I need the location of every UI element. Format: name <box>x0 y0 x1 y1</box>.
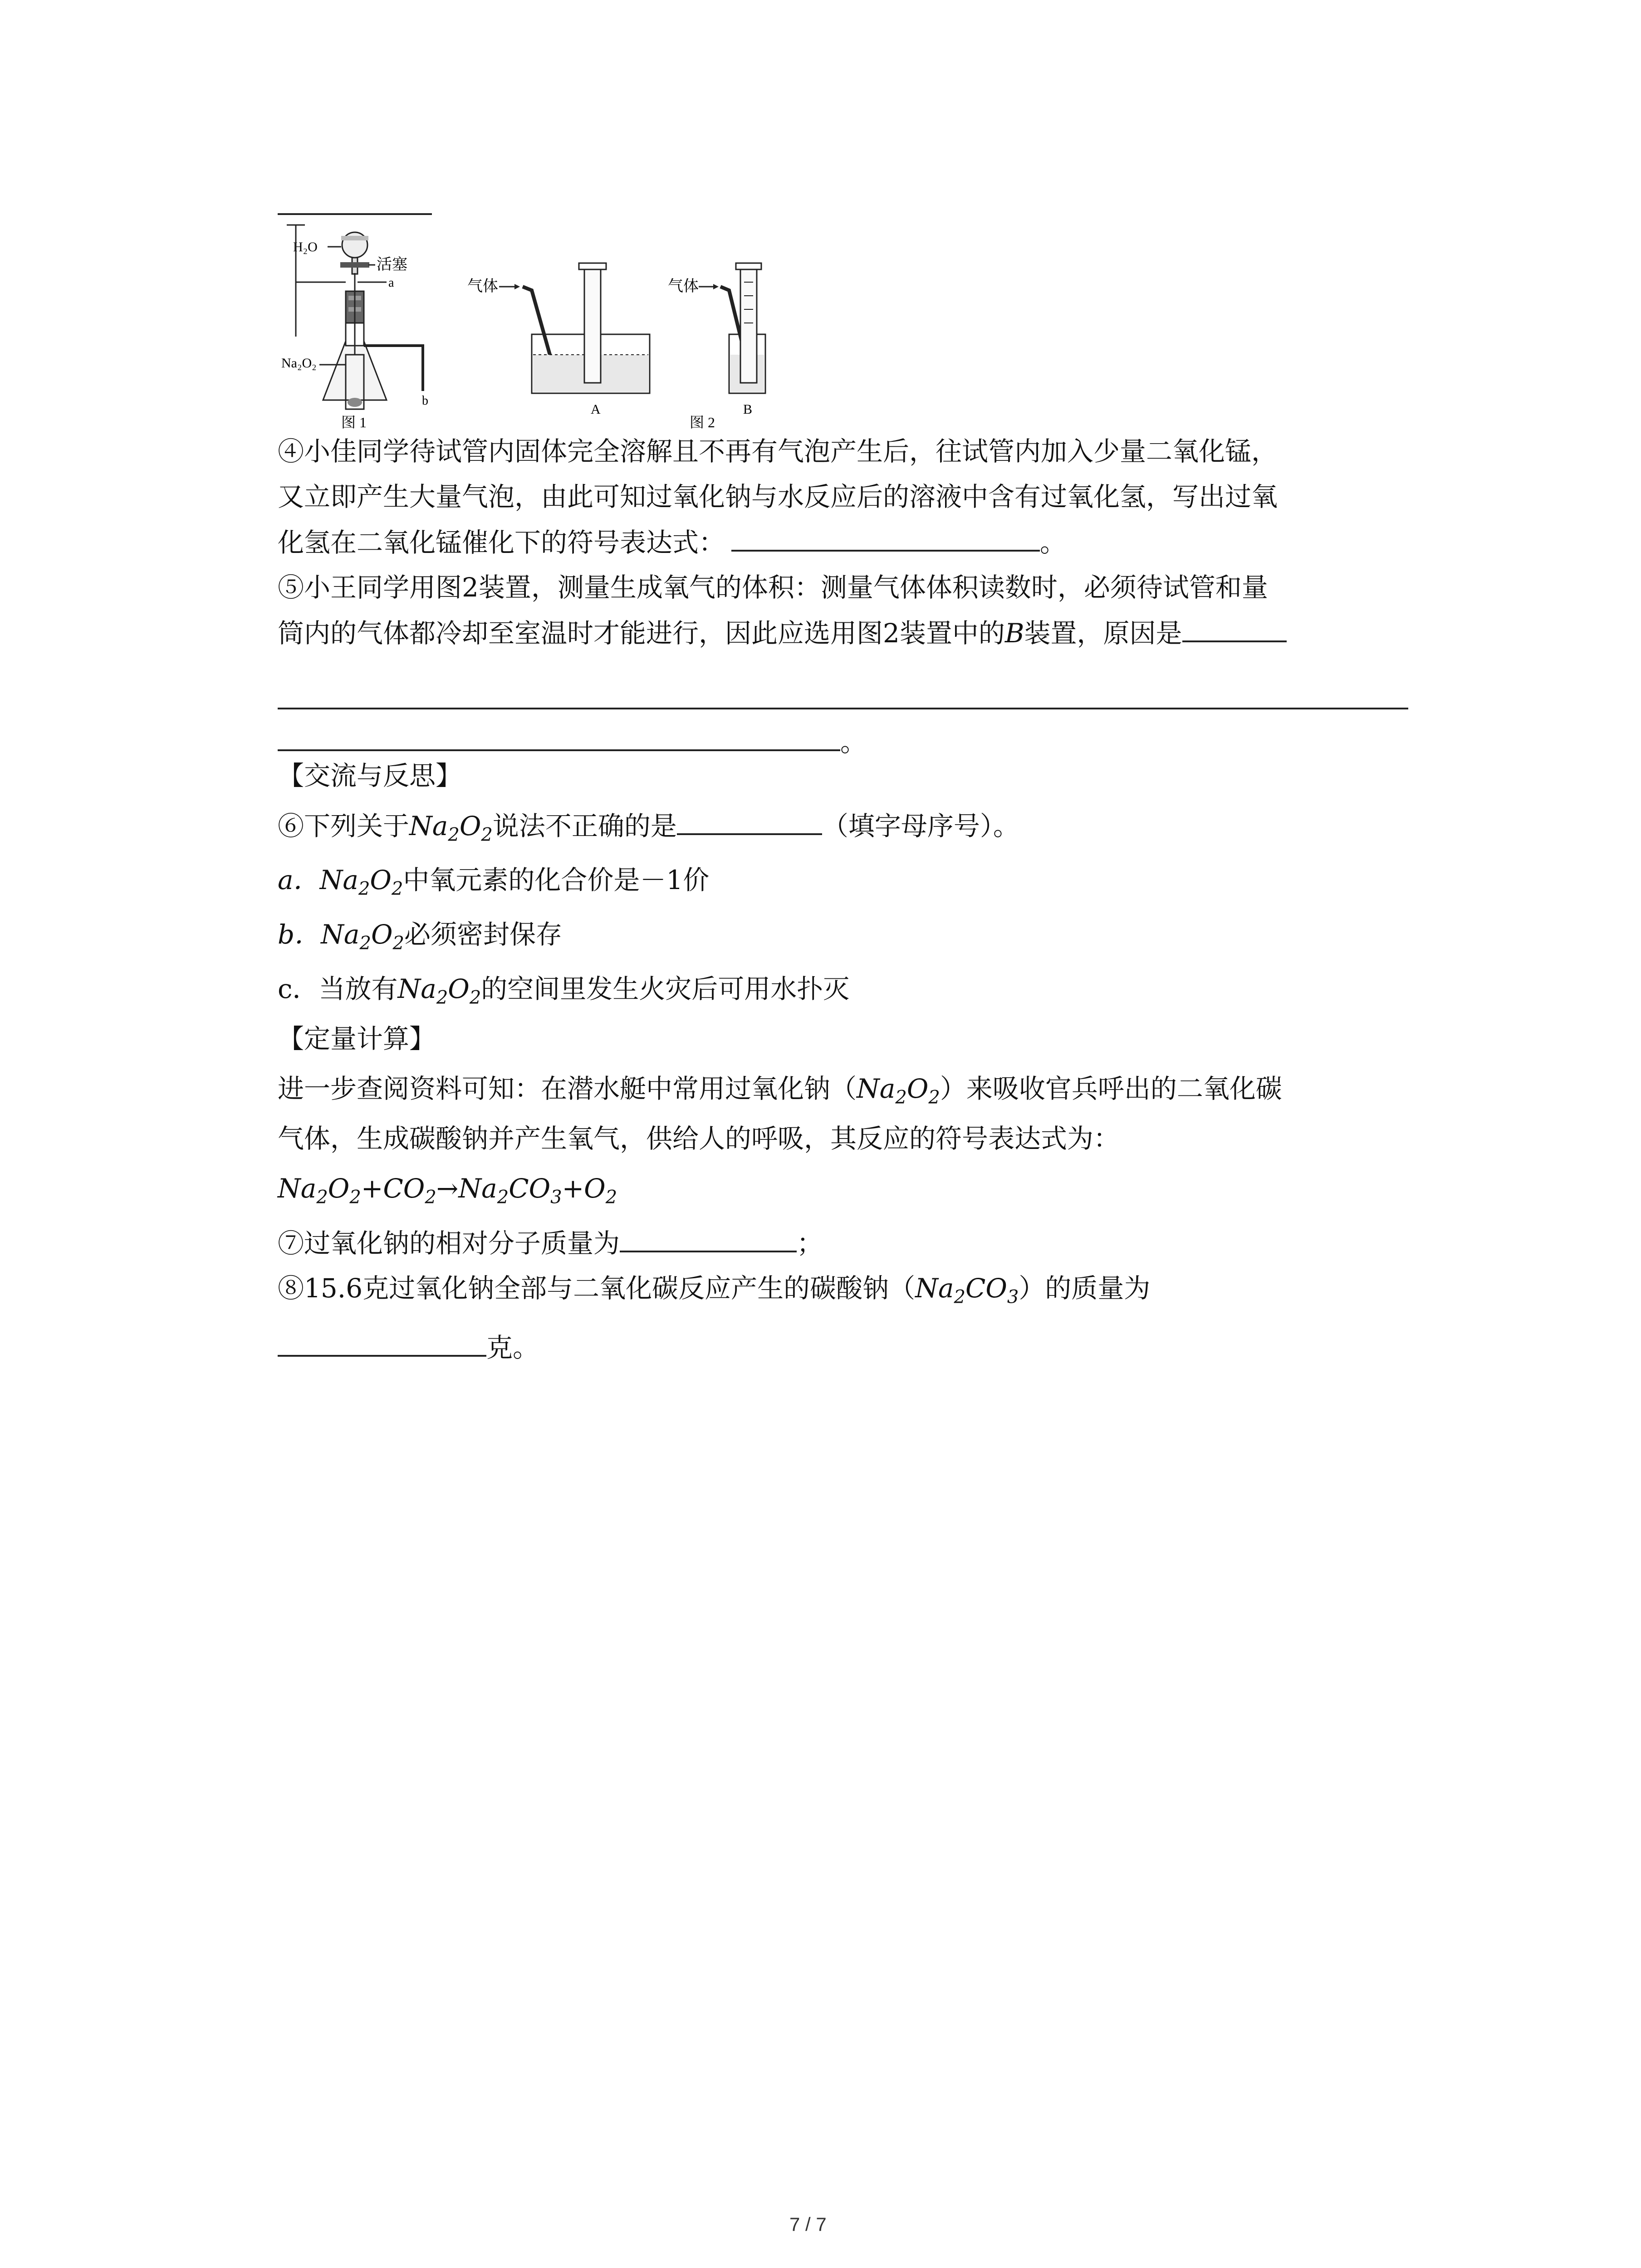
q6-option-c: c．当放有$Na_2O_2$的空间里发生火灾后可用水扑灭 <box>278 973 850 1008</box>
apparatus-figure <box>278 219 768 432</box>
label-na2o2: Na₂O₂ <box>281 356 317 371</box>
q5-line-1: ⑤小王同学用图2装置，测量生成氧气的体积：测量气体体积读数时，必须待试管和量 <box>278 572 1268 603</box>
q4-line-2: 又立即产生大量气泡，由此可知过氧化钠与水反应后的溶液中含有过氧化氢，写出过氧 <box>278 481 1278 512</box>
figure-1 <box>281 225 428 430</box>
q7: ⑦过氧化钠的相对分子质量为 ； <box>278 1228 823 1259</box>
q6-stem: ⑥下列关于$Na_2O_2$说法不正确的是 （填字母序号）。 <box>278 811 1019 846</box>
label-stopcock: 活塞 <box>377 256 407 273</box>
q6-answer-blank[interactable] <box>677 810 822 835</box>
top-rule <box>278 213 432 215</box>
label-B: B <box>743 402 753 417</box>
label-a: a <box>388 276 394 290</box>
section-calc: 【定量计算】 <box>278 1023 436 1054</box>
figure-2-caption: 图 2 <box>690 414 715 430</box>
stopcock <box>340 262 369 268</box>
q5-answer-blank-start[interactable] <box>1182 617 1287 642</box>
q5-answer-line-2[interactable] <box>278 708 1408 709</box>
figure-1-caption: 图 1 <box>341 414 367 430</box>
label-b: b <box>422 394 428 408</box>
figure-2-b <box>668 263 765 430</box>
q8-answer-blank[interactable] <box>278 1331 486 1357</box>
q8-line-1: ⑧15.6克过氧化钠全部与二氧化碳反应产生的碳酸钠$(Na_2CO_3)$的质量为 <box>278 1273 1151 1308</box>
reaction-equation: $Na_2O_2+CO_2\to Na_2CO_3+O_2$ <box>278 1173 617 1208</box>
q8-line-2: 克。 <box>278 1331 539 1364</box>
q4-line-1: ④小佳同学待试管内固体完全溶解且不再有气泡产生后，往试管内加入少量二氧化锰， <box>278 436 1278 467</box>
q6-option-b: b．$Na_2O_2$必须密封保存 <box>278 919 562 954</box>
q6-option-a: a．$Na_2O_2$中氧元素的化合价是－1价 <box>278 865 710 899</box>
page-number: 7 / 7 <box>789 2214 827 2235</box>
q4-line-3: 化氢在二氧化锰催化下的符号表达式： 。 <box>278 527 1067 558</box>
label-water: H₂O <box>293 240 318 254</box>
q7-answer-blank[interactable] <box>620 1227 797 1252</box>
q4-answer-blank[interactable] <box>731 526 1040 552</box>
q5-line-2: 筒内的气体都冷却至室温时才能进行，因此应选用图2装置中的B装置，原因是 <box>278 617 1287 649</box>
gas-label-a: 气体 <box>467 278 498 295</box>
q5-answer-line-3[interactable] <box>278 726 840 751</box>
intro-line-1: 进一步查阅资料可知：在潜水艇中常用过氧化钠$(Na_2O_2)$来吸收官兵呼出的二氧化碳 <box>278 1073 1282 1108</box>
graduated-cylinder-a <box>584 269 601 383</box>
figure-2-a <box>467 263 650 417</box>
label-A: A <box>591 402 601 417</box>
intro-line-2: 气体，生成碳酸钠并产生氧气，供给人的呼吸，其反应的符号表达式为： <box>278 1123 1120 1154</box>
gas-label-b: 气体 <box>668 278 699 295</box>
graduated-cylinder-b <box>740 269 757 383</box>
q5-line-4: 。 <box>278 726 867 758</box>
section-reflection: 【交流与反思】 <box>278 760 462 791</box>
